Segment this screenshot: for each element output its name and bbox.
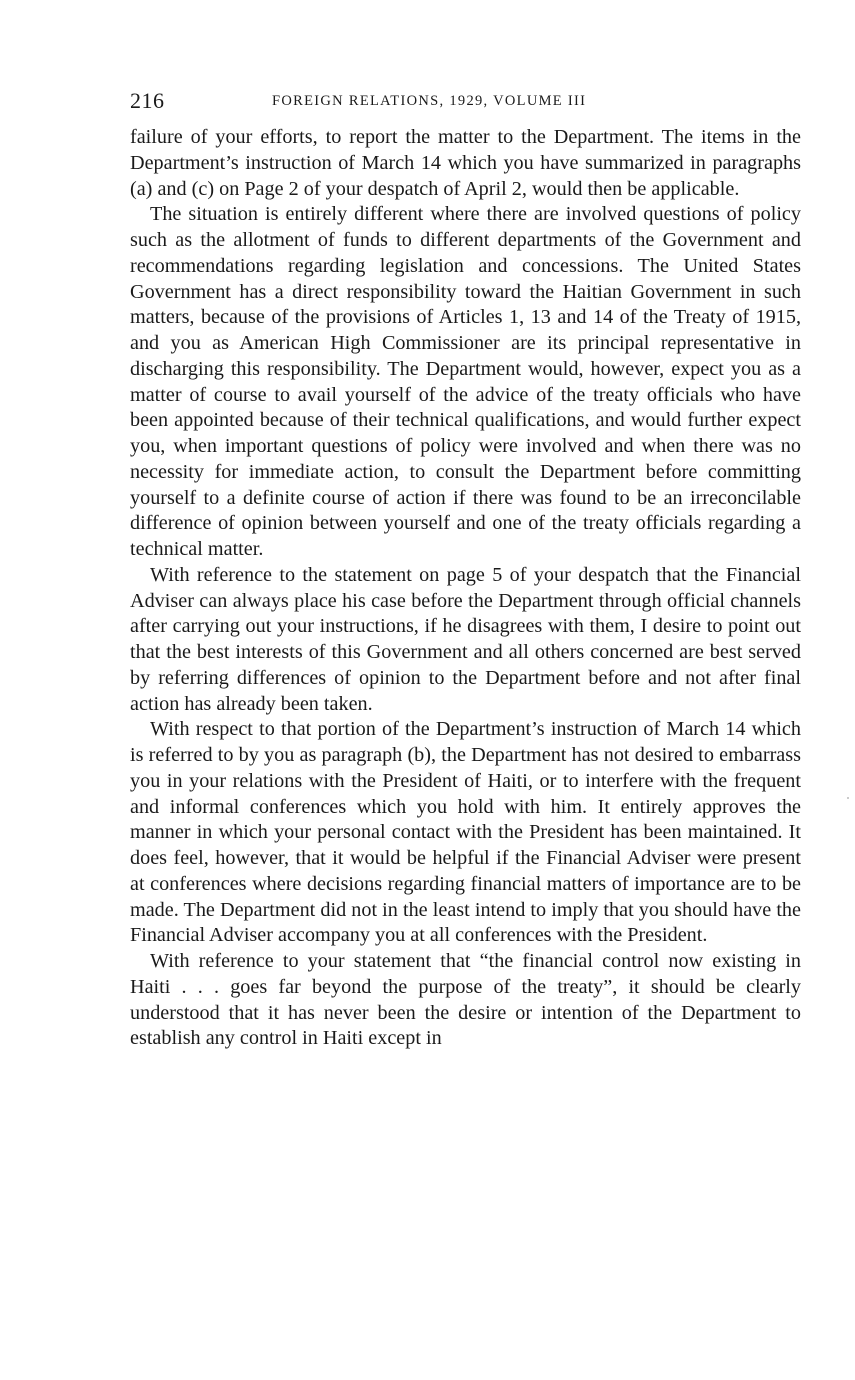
paragraph: With respect to that portion of the Department’s instruction of March 14 which is referred to by you as paragraph (b), the Department has not desired to embarrass you in your relations with the President of Haiti, or to interfere with the frequent and informal conferences which you hold with him. It entirely approves the manner in which your personal contact with the President has been maintained. It does feel, however, that it would be helpful if the Financial Adviser were present at conferences where decisions regarding financial matters of importance are to be made. The Department did not in the least intend to imply that you should have the Financial Adviser accompany you at all conferences with the President. <box>130 718 801 947</box>
page-number: 216 <box>130 88 165 113</box>
document-page <box>130 88 801 1052</box>
paragraph: With reference to your statement that “the financial control now existing in Haiti . . . goes far beyond the purpose of the treaty”, it should be clearly understood that it has never been the desire or intention of the Department to establish any control in Haiti except in <box>130 950 801 1050</box>
paragraph: With reference to the statement on page 5 of your despatch that the Financial Adviser can always place his case before the Department through official channels after carrying out your instructions, if he disagrees with them, I desire to point out that the best interests of this Government and all others concerned are best served by referring differences of opinion to the Department before and not after final action has already been taken. <box>130 563 801 715</box>
body-text <box>130 125 801 1052</box>
paragraph: The situation is entirely different where there are involved questions of policy such as the allotment of funds to different departments of the Government and recommendations regarding legislation and concessions. The United States Government has a direct responsibility toward the Haitian Government in such matters, because of the provisions of Articles 1, 13 and 14 of the Treaty of 1915, and you as American High Commissioner are its principal representative in discharging this responsibility. The Department would, however, expect you as a matter of course to avail yourself of the advice of the treaty officials who have been appointed because of their technical qualifications, and would further expect you, when important questions of policy were involved and when there was no necessity for immediate action, to consult the Department before committing yourself to a definite course of action if there was found to be an irreconcilable difference of opinion between yourself and one of the treaty officials regarding a technical matter. <box>130 203 801 560</box>
paragraph-continued: failure of your efforts, to report the matter to the Department. The items in the Department’s instruction of March 14 which you have summarized in paragraphs (a) and (c) on Page 2 of your despatch of April 2, would then be applicable. <box>130 126 801 200</box>
page-header <box>130 88 801 118</box>
margin-mark <box>847 797 849 799</box>
running-head: FOREIGN RELATIONS, 1929, VOLUME III <box>272 93 587 109</box>
